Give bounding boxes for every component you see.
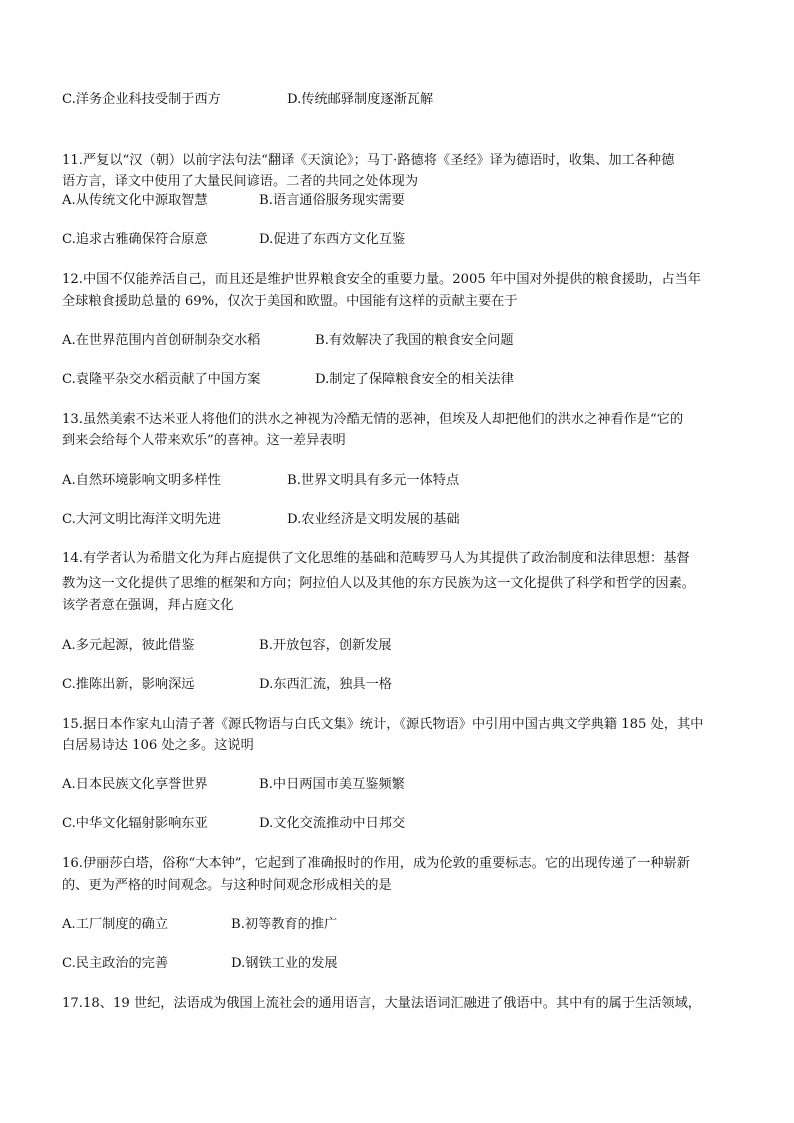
q12-option-d: D.制定了保障粮食安全的相关法律 [315,372,514,387]
q11-option-a: A.从传统文化中源取智慧 [62,193,208,208]
q13-option-b: B.世界文明具有多元一体特点 [287,473,460,488]
question-15-line-1: 15.据日本作家丸山清子著《源氏物语与白氏文集》统计，《源氏物语》中引用中国古典文学典籍 185 处，其中 [62,717,704,732]
q14-option-c: C.推陈出新，影响深远 [62,677,195,692]
question-11-line-2: 语方言，译文中使用了大量民间谚语。二者的共同之处体现为 [62,174,419,189]
q11-option-d: D.促进了东西方文化互鉴 [259,232,406,247]
q16-option-a: A.工厂制度的确立 [62,917,169,932]
question-13-line-2: 到来会给每个人带来欢乐”的喜神。这一差异表明 [62,433,346,448]
q14-option-b: B.开放包容，创新发展 [259,638,392,653]
question-17-line-1: 17.18、19 世纪，法语成为俄国上流社会的通用语言，大量法语词汇融进了俄语中。其中有的属于生活领域， [62,996,701,1011]
question-14-line-1: 14.有学者认为希腊文化为拜占庭提供了文化思维的基础和范畴罗马人为其提供了政治制度和法律思想：基督 [62,551,690,566]
q15-option-c: C.中华文化辐射影响东亚 [62,816,208,831]
question-16-line-1: 16.伊丽莎白塔，俗称“大本钟”，它起到了准确报时的作用，成为伦敦的重要标志。它的出现传递了一种崭新 [62,856,690,871]
q16-option-d: D.钢铁工业的发展 [231,956,338,971]
q14-option-d: D.东西汇流，独具一格 [259,677,392,692]
option-c-prev: C.洋务企业科技受制于西方 [62,92,221,107]
q14-option-a: A.多元起源，彼此借鉴 [62,638,195,653]
question-12-line-2: 全球粮食援助总量的 69%，仅次于美国和欧盟。中国能有这样的贡献主要在于 [62,294,518,309]
q11-option-b: B.语言通俗服务现实需要 [259,193,405,208]
question-15-line-2: 白居易诗达 106 处之多。这说明 [62,738,254,753]
question-14-line-3: 该学者意在强调，拜占庭文化 [62,598,234,613]
q15-option-b: B.中日两国市美互鉴频繁 [259,777,405,792]
question-13-line-1: 13.虽然美索不达米亚人将他们的洪水之神视为冷酷无情的恶神，但埃及人却把他们的洪水之神看作是“它的 [62,412,684,427]
q15-option-a: A.日本民族文化享誉世界 [62,777,208,792]
q13-option-d: D.农业经济是文明发展的基础 [287,512,460,527]
q12-option-c: C.袁隆平杂交水稻贡献了中国方案 [62,372,261,387]
q16-option-c: C.民主政治的完善 [62,956,169,971]
q15-option-d: D.文化交流推动中日邦交 [259,816,406,831]
question-14-line-2: 教为这一文化提供了思维的框架和方向；阿拉伯人以及其他的东方民族为这一文化提供了科学和哲学的因素。 [62,576,695,591]
q12-option-b: B.有效解决了我国的粮食安全问题 [315,333,514,348]
q12-option-a: A.在世界范围内首创研制杂交水稻 [62,333,261,348]
q13-option-a: A.自然环境影响文明多样性 [62,473,221,488]
question-12-line-1: 12.中国不仅能养活自己，而且还是维护世界粮食安全的重要力量。2005 年中国对外提供的粮食援助，占当年 [62,272,701,287]
option-d-prev: D.传统邮驿制度逐渐瓦解 [287,92,434,107]
q13-option-c: C.大河文明比海洋文明先进 [62,512,221,527]
question-11-line-1: 11.严复以“汉（朝）以前字法句法“翻译《天演论》；马丁·路德将《圣经》译为德语时，收集、加工各种德 [62,153,675,168]
q11-option-c: C.追求古雅确保符合原意 [62,232,208,247]
q16-option-b: B.初等教育的推广 [231,917,338,932]
question-16-line-2: 的、更为严格的时间观念。与这种时间观念形成相关的是 [62,878,392,893]
